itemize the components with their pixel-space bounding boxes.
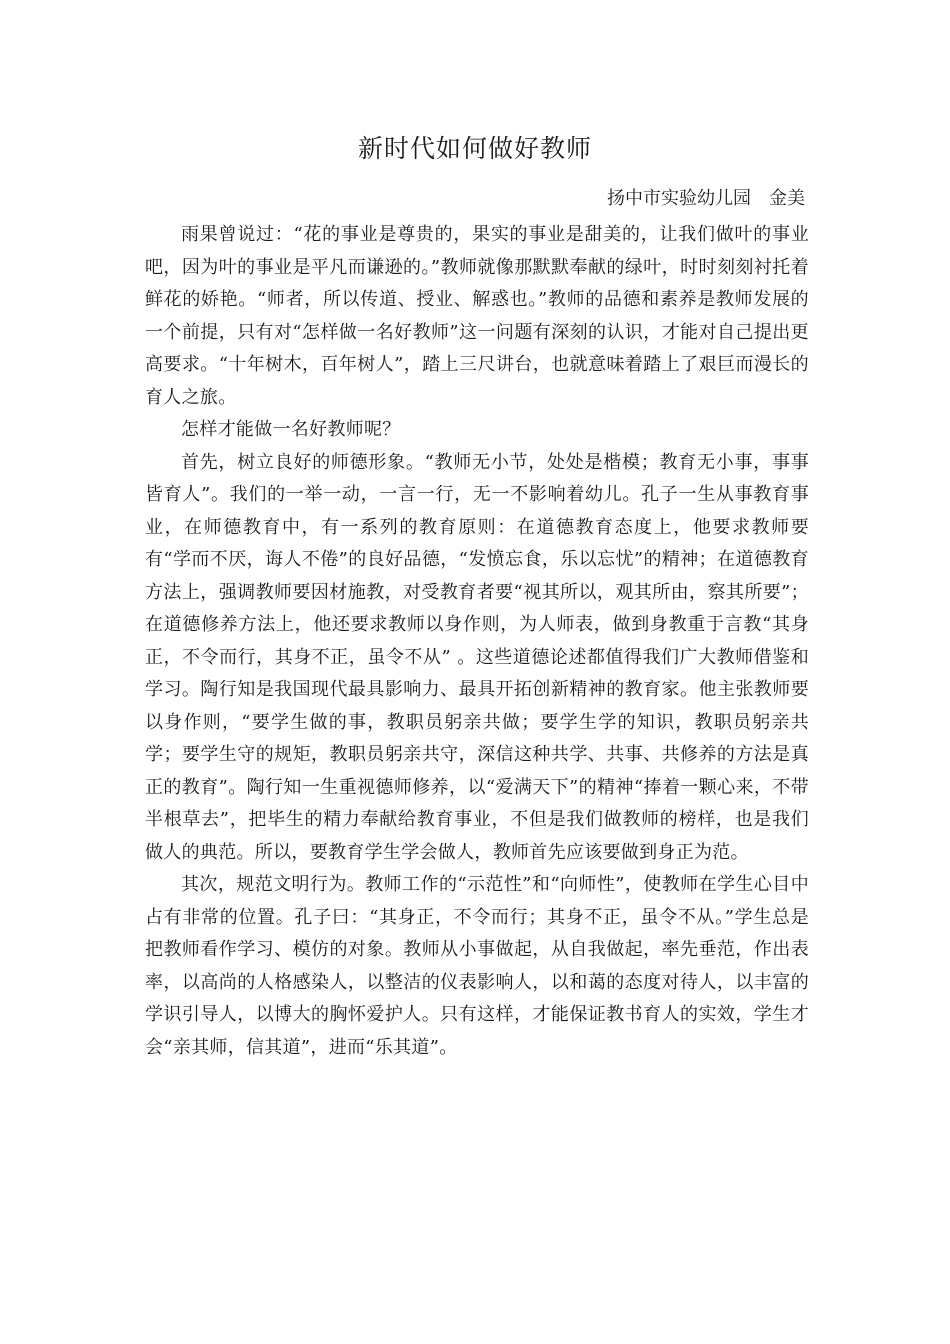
paragraph-intro: 雨果曾说过：“花的事业是尊贵的，果实的事业是甜美的，让我们做叶的事业吧，因为叶的事业是平凡而谦逊的。”教师就像那默默奉献的绿叶，时时刻刻衬托着鲜花的娇艳。“师者，所以传道、授业、解惑也。”教师的品德和素养是教师发展的一个前提，只有对“怎样做一名好教师”这一问题有深刻的认识，才能对自己提出更高要求。“十年树木，百年树人”，踏上三尺讲台，也就意味着踏上了艰巨而漫长的育人之旅。 [145,224,809,408]
author-line: 扬中市实验幼儿园 金美 [607,188,805,209]
paragraph-second-point: 其次，规范文明行为。教师工作的“示范性”和“向师性”，使教师在学生心目中占有非常的位置。孔子曰：“其身正，不令而行；其身不正，虽令不从。”学生总是把教师看作学习、模仿的对象。教师从小事做起，从自我做起，率先垂范，作出表率，以高尚的人格感染人，以整洁的仪表影响人，以和蔼的态度对待人，以丰富的学识引导人，以博大的胸怀爱护人。只有这样，才能保证教书育人的实效，学生才会“亲其师，信其道”，进而“乐其道”。 [145,874,809,1058]
document-body [145,219,809,1064]
paragraph-question: 怎样才能做一名好教师呢？ [181,419,401,440]
document-title: 新时代如何做好教师 [357,134,592,163]
paragraph-first-point: 首先，树立良好的师德形象。“教师无小节，处处是楷模；教育无小事，事事皆育人”。我们的一举一动，一言一行，无一不影响着幼儿。孔子一生从事教育事业，在师德教育中，有一系列的教育原则：在道德教育态度上，他要求教师要有“学而不厌，诲人不倦”的良好品德，“发愤忘食，乐以忘忧”的精神；在道德教育方法上，强调教师要因材施教，对受教育者要“视其所以，观其所由，察其所要”；在道德修养方法上，他还要求教师以身作则，为人师表，做到身教重于言教“其身正，不令而行，其身不正，虽令不从” 。这些道德论述都值得我们广大教师借鉴和学习。陶行知是我国现代最具影响力、最具开拓创新精神的教育家。他主张教师要以身作则，“要学生做的事，教职员躬亲共做；要学生学的知识，教职员躬亲共学；要学生守的规矩，教职员躬亲共守，深信这种共学、共事、共修养的方法是真正的教育”。陶行知一生重视德师修养，以“爱满天下”的精神“捧着一颗心来，不带半根草去”，把毕生的精力奉献给教育事业，不但是我们做教师的榜样，也是我们做人的典范。所以，要教育学生学会做人，教师首先应该要做到身正为范。 [145,451,809,863]
